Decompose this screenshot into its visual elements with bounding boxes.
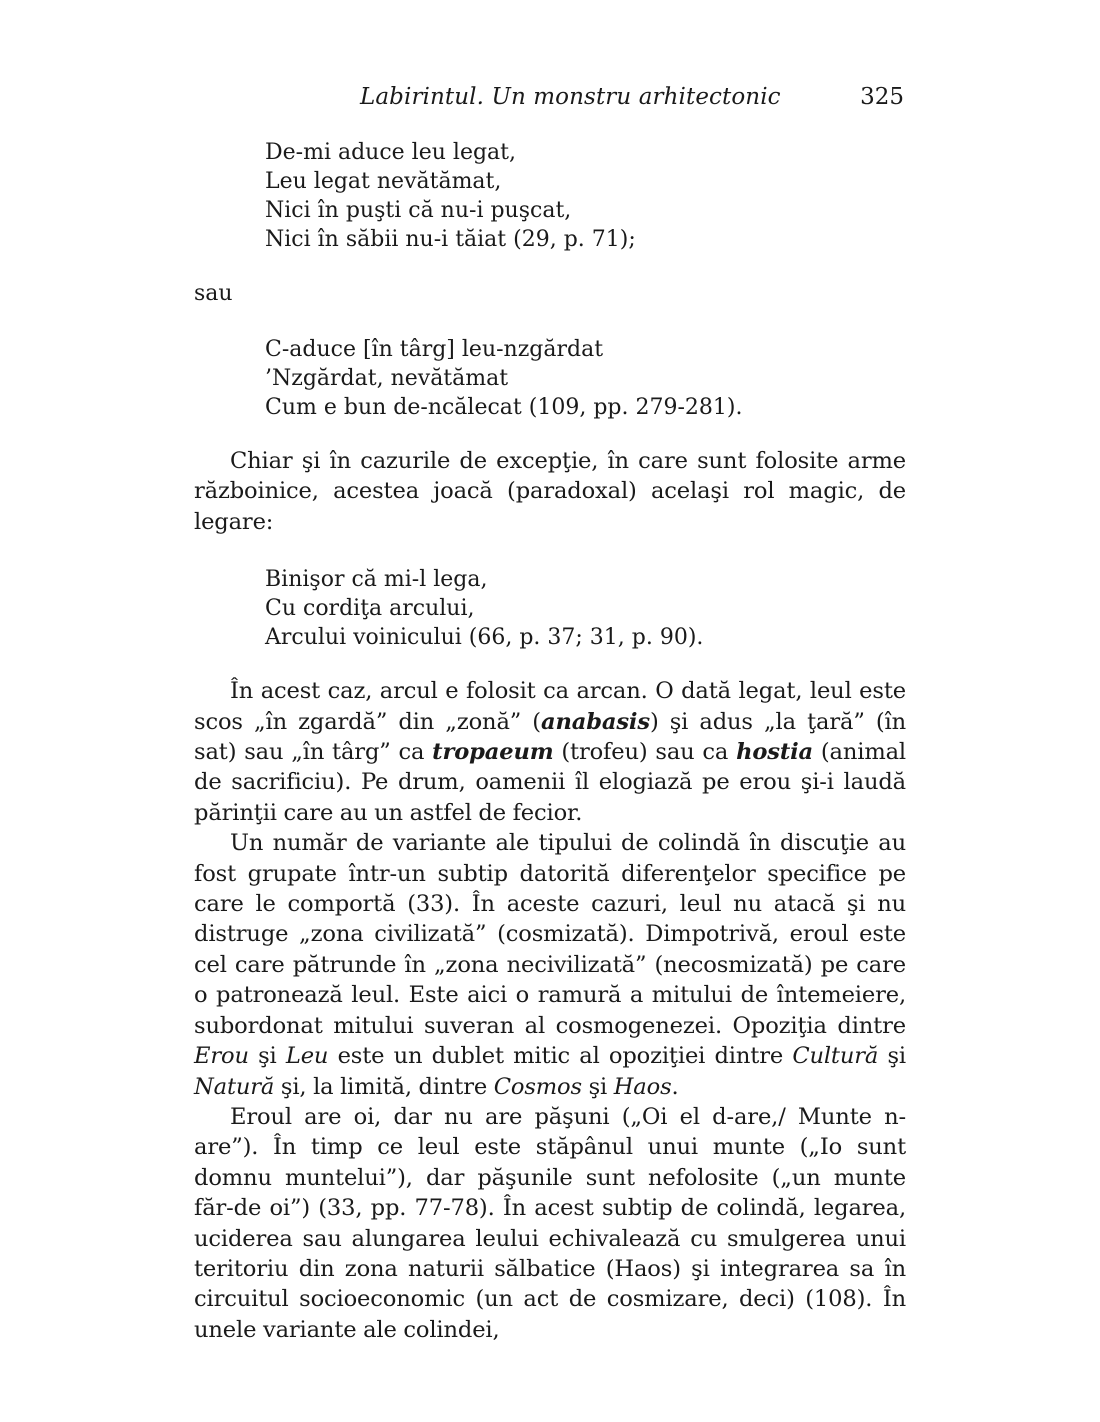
text-run: este un dublet mitic al opoziţiei dintre bbox=[328, 1043, 793, 1070]
emphasis-term: anabasis bbox=[540, 708, 650, 735]
emphasis-term: Cultură bbox=[792, 1043, 879, 1070]
paragraph-pastures: Eroul are oi, dar nu are păşuni („Oi el d-are,/ Munte n-are”). În timp ce leul este stăpânul unui munte („Io sunt domnu muntelui”), dar păşunile sunt nefolosite („un munte făr-de oi”) (33, pp. 77-78). În acest subtip de colindă, legarea, uciderea sau alungarea leului echivalează cu smulgerea unui teritoriu din zona naturii sălbatice (Haos) şi integrarea sa în circuitul socioeconomic (un act de cosmizare, deci) (108). În unele variante ale colindei, bbox=[194, 1103, 906, 1343]
emphasis-term: Cosmos bbox=[493, 1073, 582, 1100]
verse-line: C-aduce [în târg] leu-nzgărdat bbox=[265, 337, 604, 362]
running-title: Labirintul. Un monstru arhitectonic bbox=[360, 84, 781, 110]
text-run: . bbox=[671, 1073, 679, 1100]
verse-line: Cum e bun de-ncălecat (109, pp. 279-281). bbox=[265, 395, 743, 420]
verse-line: De-mi aduce leu legat, bbox=[265, 140, 516, 165]
text-run: Un număr de variante ale tipului de colindă în discuţie au fost grupate într-un subtip datorită diferenţelor specifice pe care le comportă (33). În aceste cazuri, leul nu atacă şi nu distruge „zona civilizată” (cosmizată). Dimpotrivă, eroul este cel care pătrunde în „zona necivilizată” (necosmizată) pe care o patronează leul. Este aici o ramură a mitului de întemeiere, subordonat mitului suveran al cosmogenezei. Opoziţia dintre bbox=[194, 830, 906, 1039]
verse-quote-1 bbox=[194, 138, 906, 254]
running-header bbox=[194, 84, 906, 120]
verse-line: Binişor că mi-l lega, bbox=[265, 567, 488, 593]
paragraph-subtype bbox=[194, 828, 906, 1102]
verse-line: Nici în săbii nu-i tăiat (29, p. 71); bbox=[265, 227, 636, 252]
paragraph-arcan bbox=[194, 676, 906, 828]
emphasis-term: tropaeum bbox=[432, 739, 554, 766]
connector-word: sau bbox=[194, 281, 233, 306]
text-run: ) şi adus „la ţară” (în sat) sau „în târg” ca bbox=[194, 708, 906, 766]
verse-line: Leu legat nevătămat, bbox=[265, 169, 502, 194]
text-run: şi bbox=[878, 1043, 906, 1070]
text-run: (trofeu) sau ca bbox=[553, 739, 737, 766]
text-run: şi bbox=[581, 1073, 614, 1100]
emphasis-term: Leu bbox=[285, 1043, 329, 1070]
text-run: În acest caz, arcul e folosit ca arcan. O dată legat, leul este scos „în zgardă” din „zonă” ( bbox=[194, 678, 906, 735]
book-page bbox=[194, 84, 906, 1345]
verse-quote-2 bbox=[194, 335, 906, 422]
text-run: şi bbox=[248, 1043, 286, 1070]
verse-line: Cu cordiţa arcului, bbox=[265, 596, 475, 622]
verse-line: Nici în puşti că nu-i puşcat, bbox=[265, 198, 572, 223]
emphasis-term: Haos bbox=[613, 1073, 672, 1100]
paragraph-exceptions: Chiar şi în cazurile de excepţie, în care sunt folosite arme războinice, acestea joacă (paradoxal) acelaşi rol magic, de legare: bbox=[194, 448, 906, 535]
verse-line: Arcului voinicului (66, p. 37; 31, p. 90). bbox=[265, 625, 704, 651]
text-run: (animal de sacrificiu). Pe drum, oamenii îl elogiază pe erou şi-i laudă părinţii care au un astfel de fecior. bbox=[194, 739, 907, 826]
page-number: 325 bbox=[860, 84, 904, 110]
emphasis-term: hostia bbox=[736, 739, 814, 766]
emphasis-term: Natură bbox=[194, 1073, 275, 1100]
emphasis-term: Erou bbox=[194, 1043, 249, 1070]
text-run: şi, la limită, dintre bbox=[274, 1073, 494, 1100]
verse-quote-3 bbox=[194, 565, 906, 652]
verse-line: ’Nzgărdat, nevătămat bbox=[265, 366, 509, 391]
